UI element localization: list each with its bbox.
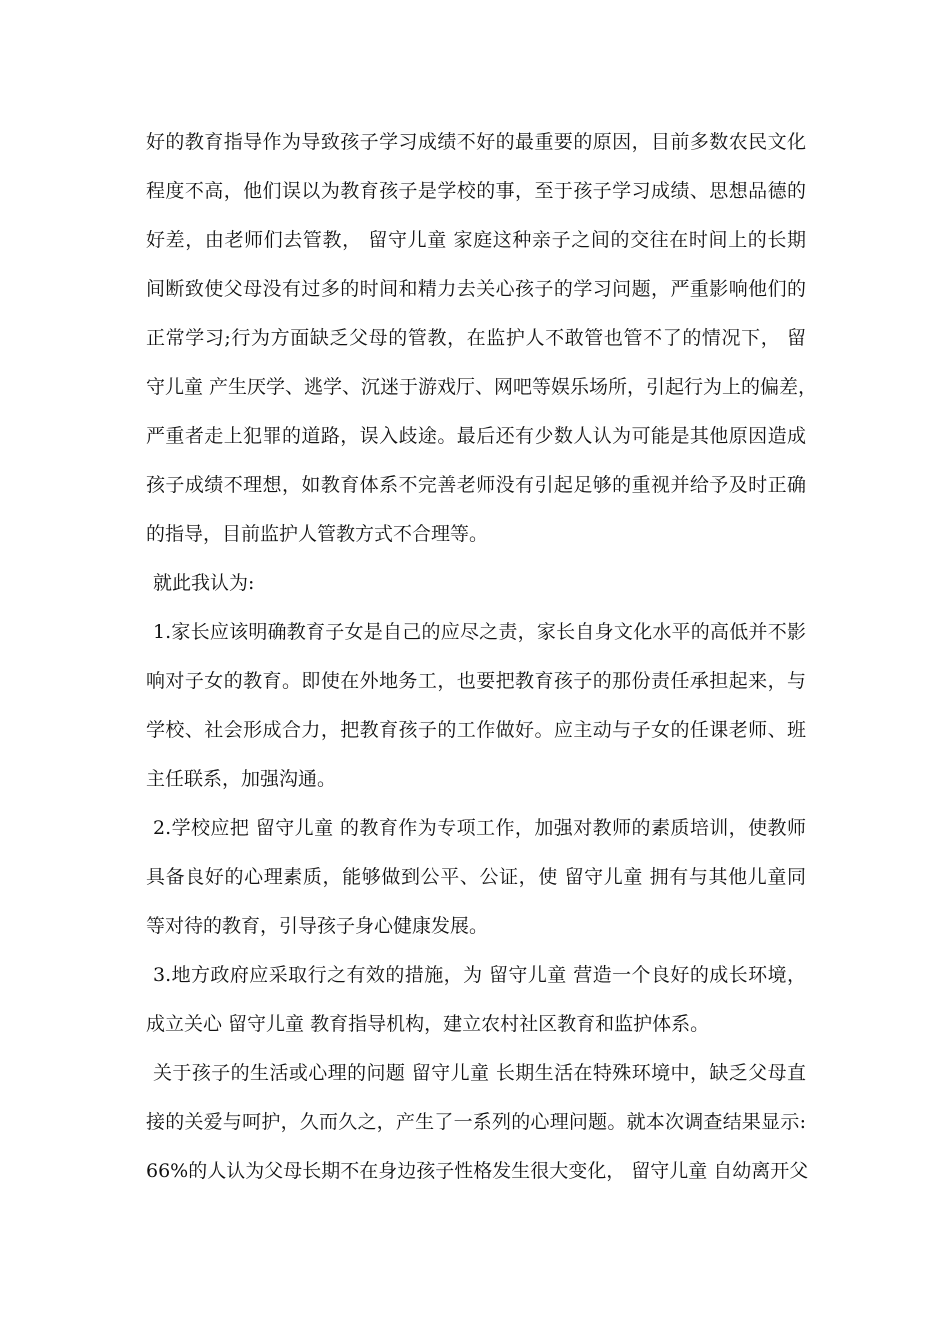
text-line: 等对待的教育，引导孩子身心健康发展。 bbox=[146, 915, 489, 937]
text-line: 正常学习;行为方面缺乏父母的管教，在监护人不敢管也管不了的情况下， 留 bbox=[146, 327, 806, 349]
list-item-line: 2.学校应把 留守儿童 的教育作为专项工作，加强对教师的素质培训，使教师 bbox=[153, 817, 806, 839]
text-line: 主任联系，加强沟通。 bbox=[146, 768, 337, 790]
text-line: 好的教育指导作为导致孩子学习成绩不好的最重要的原因，目前多数农民文化 bbox=[146, 131, 806, 153]
text-line: 学校、社会形成合力，把教育孩子的工作做好。应主动与子女的任课老师、班 bbox=[146, 719, 806, 741]
text-line: 间断致使父母没有过多的时间和精力去关心孩子的学习问题，严重影响他们的 bbox=[146, 278, 806, 300]
text-line: 66%的人认为父母长期不在身边孩子性格发生很大变化， 留守儿童 自幼离开父 bbox=[146, 1160, 809, 1182]
text-line: 程度不高，他们误以为教育孩子是学校的事，至于孩子学习成绩、思想品德的 bbox=[146, 180, 806, 202]
list-item-line: 3.地方政府应采取行之有效的措施，为 留守儿童 营造一个良好的成长环境， bbox=[153, 964, 806, 986]
text-line: 孩子成绩不理想，如教育体系不完善老师没有引起足够的重视并给予及时正确 bbox=[146, 474, 806, 496]
list-item-line: 1.家长应该明确教育子女是自己的应尽之责，家长自身文化水平的高低并不影 bbox=[153, 621, 806, 643]
paragraph-line: 关于孩子的生活或心理的问题 留守儿童 长期生活在特殊环境中，缺乏父母直 bbox=[153, 1062, 806, 1084]
text-line: 守儿童 产生厌学、逃学、沉迷于游戏厅、网吧等娱乐场所，引起行为上的偏差， bbox=[146, 376, 818, 398]
text-line: 的指导，目前监护人管教方式不合理等。 bbox=[146, 523, 489, 545]
text-line: 好差，由老师们去管教， 留守儿童 家庭这种亲子之间的交往在时间上的长期 bbox=[146, 229, 806, 251]
text-line: 严重者走上犯罪的道路，误入歧途。最后还有少数人认为可能是其他原因造成 bbox=[146, 425, 806, 447]
text-line: 响对子女的教育。即使在外地务工，也要把教育孩子的那份责任承担起来，与 bbox=[146, 670, 806, 692]
text-line: 接的关爱与呵护，久而久之，产生了一系列的心理问题。就本次调查结果显示: bbox=[146, 1111, 806, 1133]
document-body bbox=[146, 118, 818, 1196]
text-line: 具备良好的心理素质，能够做到公平、公证，使 留守儿童 拥有与其他儿童同 bbox=[146, 866, 806, 888]
text-line: 成立关心 留守儿童 教育指导机构，建立农村社区教育和监护体系。 bbox=[146, 1013, 710, 1035]
paragraph-heading: 就此我认为: bbox=[153, 572, 255, 594]
